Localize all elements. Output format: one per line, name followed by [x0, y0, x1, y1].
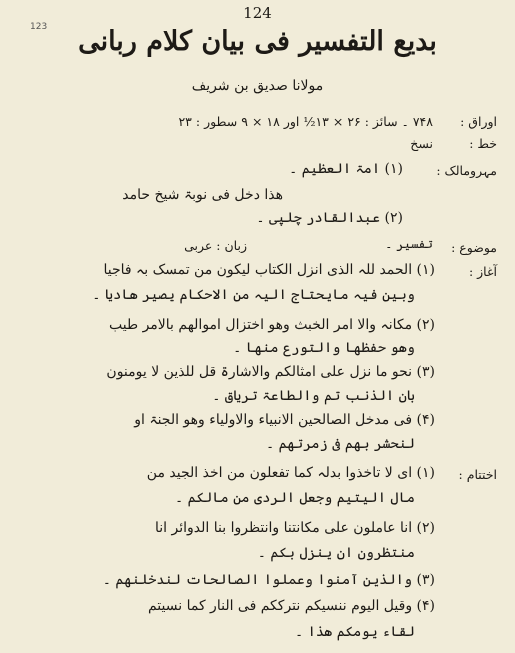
mawzu-label: موضوع :: [451, 240, 497, 255]
aghaz-line: بان الذنب تم والطاعۃ تریاق ۔: [212, 388, 415, 404]
mohr-item-1: (۱) امۃ العظیم ۔: [289, 161, 403, 177]
ikhtitam-line: (۳) والذین آمنوا وعملوا الصالحات لندخلنھم ۔: [102, 572, 435, 588]
page-title: بدیع التفسیر فی بیان کلام ربانی: [78, 26, 437, 57]
zaban-value: زبان : عربی: [184, 238, 247, 253]
mohr-label: مہرومالک :: [436, 163, 497, 178]
awraq-value: ۷۴۸ ۔ سائز : ۲۶ × ۱۳½ اور ۱۸ × ۹ سطور : ۲۳: [178, 114, 433, 129]
aghaz-line: (۱) الحمد للہ الذی انزل الکتاب لیکون من تمسک بہ فاجیا: [103, 262, 435, 278]
awraq-label: اوراق :: [460, 114, 497, 129]
mohr-item-3: (۲) عبدالقادر چلپی ۔: [256, 210, 403, 226]
ikhtitam-line: مال الیتیم وجعل الردی من مالکم ۔: [175, 490, 415, 506]
ikhtitam-line: (۱) ای لا تاخذوا بدلہ کما تفعلون من اخذ الجید من: [146, 465, 435, 481]
aghaz-line: وھو حفظھا والتورع منھا ۔: [233, 340, 415, 356]
aghaz-label: آغاز :: [468, 264, 497, 279]
ikhtitam-label: اختتام :: [458, 467, 497, 482]
aghaz-line: (۳) نحو ما نزل علی امثالکم والاشارۃ قل للذین لا یومنون: [106, 364, 435, 380]
aghaz-line: (۴) فی مدخل الصالحین الانبیاء والاولیاء وھو الجنۃ او: [134, 412, 435, 428]
aghaz-line: وبین فیہ مایحتاج الیہ من الاحکام یصیر ھادیا ۔: [92, 287, 415, 303]
author-name: مولانا صدیق بن شریف: [191, 78, 324, 94]
khatt-value: نسخ: [410, 136, 433, 151]
khatt-label: خط :: [469, 136, 497, 151]
aghaz-line: لنحشر بھم فی زمرتھم ۔: [265, 436, 415, 452]
mawzu-value: تفسیر ۔: [385, 236, 433, 251]
side-number: 123: [30, 22, 48, 32]
page-number: 124: [243, 4, 272, 22]
ikhtitam-line: (۴) وقیل الیوم ننسیکم نترککم فی النار کما نسیتم: [147, 598, 435, 614]
aghaz-line: (۲) مکانہ والا امر الخبث وھو اختزال اموالھم بالامر طیب: [109, 317, 435, 333]
mohr-item-2: ھذا دخل فی نوبۃ شیخ حامد: [122, 187, 283, 203]
ikhtitam-line: (۲) انا عاملون علی مکانتنا وانتظروا بنا الدوائر انا: [155, 520, 435, 536]
ikhtitam-line: لقاء یومکم ھذا ۔: [295, 624, 415, 640]
ikhtitam-line: منتظرون ان ینزل بکم ۔: [257, 545, 415, 561]
